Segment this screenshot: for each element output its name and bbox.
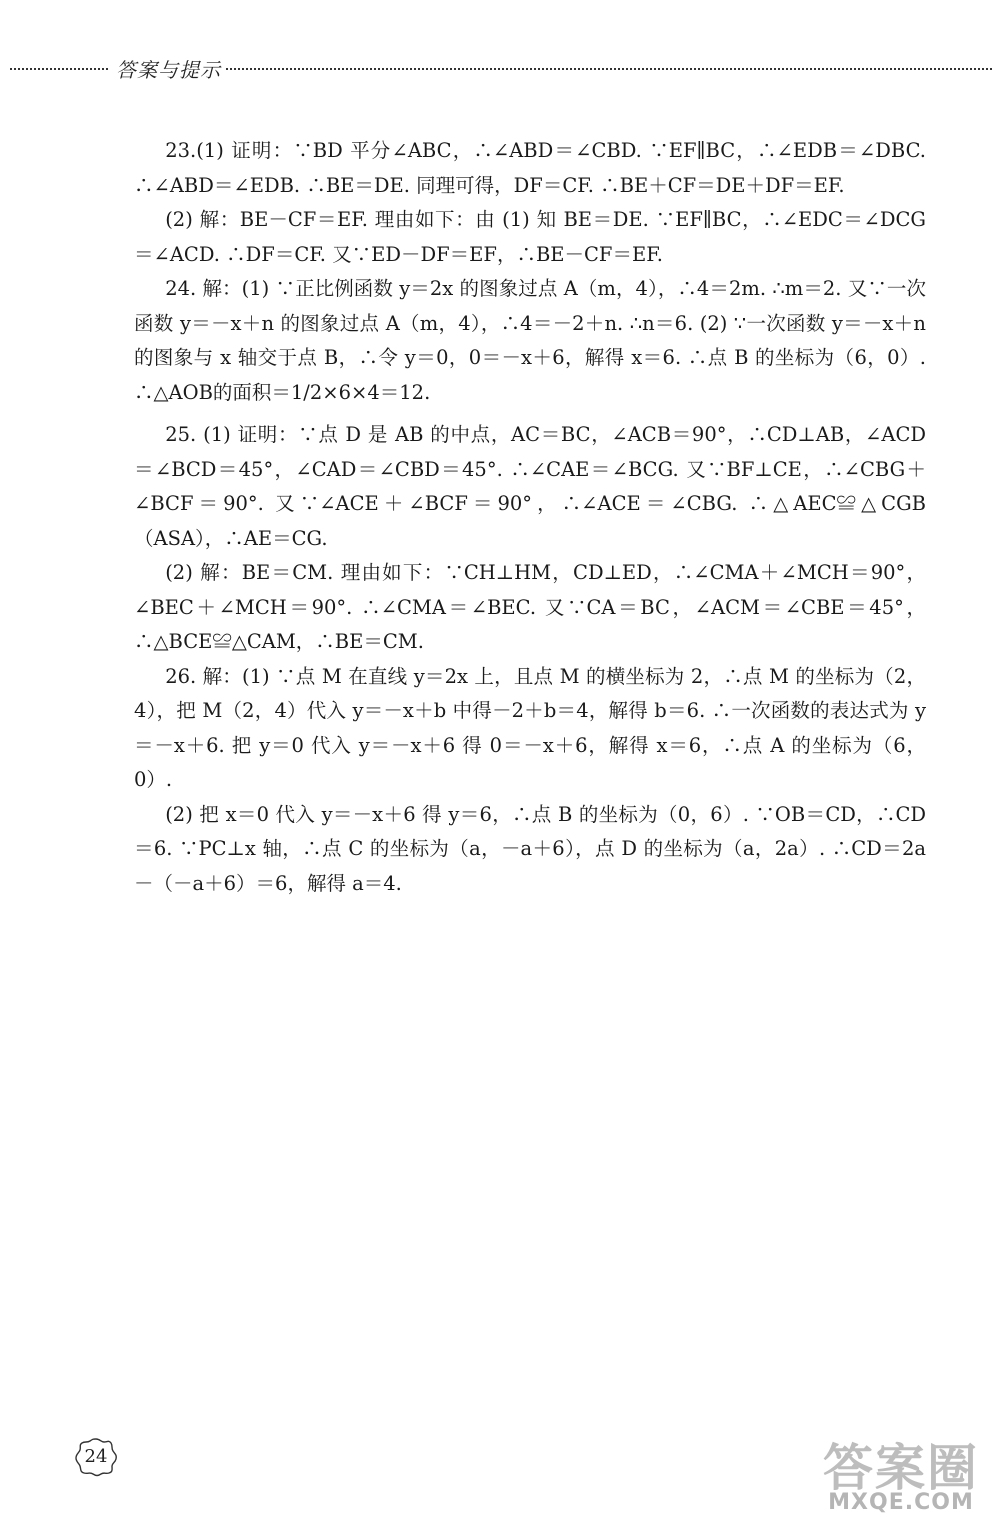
answer-25-part2: (2) 解：BE＝CM. 理由如下：∵CH⊥HM，CD⊥ED，∴∠CMA＋∠MCH＝90°，∠BEC＋∠MCH＝90°. ∴∠CMA＝∠BEC. 又∵CA＝BC，∠ACM＝∠CBE＝45°，∴△BCE≌△CAM，∴BE＝CM.: [134, 561, 926, 653]
answer-25-part1: 25. (1) 证明：∵点 D 是 AB 的中点，AC＝BC，∠ACB＝90°，∴CD⊥AB，∠ACD＝∠BCD＝45°，∠CAD＝∠CBD＝45°. ∴∠CAE＝∠BCG. 又∵BF⊥CE，∴∠CBG＋∠BCF＝90°. 又∵∠ACE＋∠BCF＝90°，∴∠ACE＝∠CBG. ∴△AEC≌△CGB（ASA），∴AE＝CG.: [134, 423, 926, 550]
answer-content: [134, 134, 926, 901]
answer-26-part2: (2) 把 x＝0 代入 y＝－x＋6 得 y＝6，∴点 B 的坐标为（0，6）. ∵OB＝CD，∴CD＝6. ∵PC⊥x 轴，∴点 C 的坐标为（a，－a＋6），点 D 的坐标为（a，2a）. ∴CD＝2a－（－a＋6）＝6，解得 a＝4.: [134, 802, 927, 895]
page-number-badge: [74, 1437, 118, 1477]
watermark-url: MXQE.COM: [828, 1490, 974, 1515]
watermark-logo-text: 答案圈: [823, 1439, 979, 1497]
answer-24: 24. 解：(1) ∵正比例函数 y＝2x 的图象过点 A（m，4），∴4＝2m. ∴m＝2. 又∵一次函数 y＝－x＋n 的图象过点 A（m，4），∴4＝－2＋n. ∴n＝6. (2) ∵一次函数 y＝－x＋n 的图象与 x 轴交于点 B，∴令 y＝0，0＝－x＋6，解得 x＝6. ∴点 B 的坐标为（6，0）. ∴△AOB的面积＝1/2×6×4＝12.: [134, 277, 926, 404]
header-title: 答案与提示: [116, 58, 221, 82]
site-watermark: [808, 1428, 994, 1520]
page-number: 24: [84, 1446, 108, 1467]
header-dotted-rule-right: [226, 68, 992, 70]
page-header: [0, 52, 1000, 82]
header-dotted-rule-left: [10, 68, 108, 70]
answer-26-part1: 26. 解：(1) ∵点 M 在直线 y＝2x 上，且点 M 的横坐标为 2，∴点 M 的坐标为（2，4），把 M（2，4）代入 y＝－x＋b 中得－2＋b＝4，解得 b＝6. ∴一次函数的表达式为 y＝－x＋6. 把 y＝0 代入 y＝－x＋6 得 0＝－x＋6，解得 x＝6，∴点 A 的坐标为（6，0）.: [134, 664, 926, 791]
answer-23-part2: (2) 解：BE－CF＝EF. 理由如下：由 (1) 知 BE＝DE. ∵EF∥BC，∴∠EDC＝∠DCG＝∠ACD. ∴DF＝CF. 又∵ED－DF＝EF，∴BE－CF＝EF.: [134, 208, 926, 266]
answer-23-part1: 23.(1) 证明：∵BD 平分∠ABC，∴∠ABD＝∠CBD. ∵EF∥BC，∴∠EDB＝∠DBC. ∴∠ABD＝∠EDB. ∴BE＝DE. 同理可得，DF＝CF. ∴BE＋CF＝DE＋DF＝EF.: [134, 139, 926, 197]
